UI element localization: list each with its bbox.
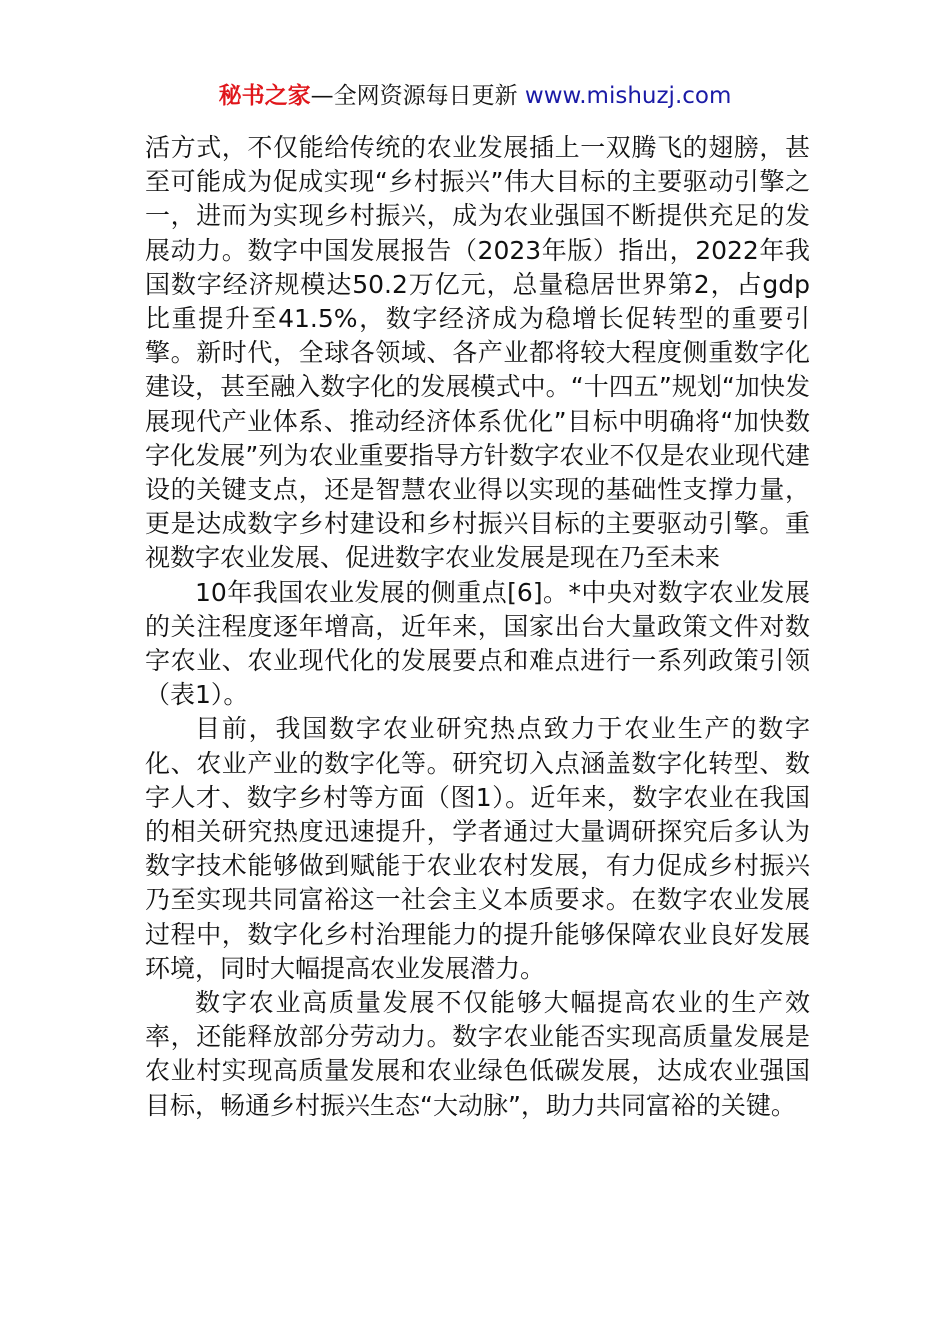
paragraph-4: 数字农业高质量发展不仅能够大幅提高农业的生产效率，还能释放部分劳动力。数字农业能否实现高质量发展是农业村实现高质量发展和农业绿色低碳发展，达成农业强国目标，畅通乡村振兴生态“大动脉”，助力共同富裕的关键。 [145, 988, 810, 1120]
paragraph-3: 目前，我国数字农业研究热点致力于农业生产的数字化、农业产业的数字化等。研究切入点涵盖数字化转型、数字人才、数字乡村等方面（图1）。近年来，数字农业在我国的相关研究热度迅速提升，学者通过大量调研探究后多认为数字技术能够做到赋能于农业农村发展，有力促成乡村振兴乃至实现共同富裕这一社会主义本质要求。在数字农业发展过程中，数字化乡村治理能力的提升能够保障农业良好发展环境，同时大幅提高农业发展潜力。 [145, 714, 810, 983]
document-body [145, 131, 810, 1123]
site-tagline: —全网资源每日更新 [310, 83, 525, 109]
site-brand: 秘书之家 [218, 83, 311, 109]
site-header [0, 80, 950, 112]
site-url-link[interactable]: www.mishuzj.com [524, 83, 732, 109]
paragraph-1: 活方式，不仅能给传统的农业发展插上一双腾飞的翅膀，甚至可能成为促成实现“乡村振兴”伟大目标的主要驱动引擎之一，进而为实现乡村振兴，成为农业强国不断提供充足的发展动力。数字中国发展报告（2023年版）指出，2022年我国数字经济规模达50.2万亿元，总量稳居世界第2，占gdp比重提升至41.5%，数字经济成为稳增长促转型的重要引擎。新时代，全球各领域、各产业都将较大程度侧重数字化建设，甚至融入数字化的发展模式中。“十四五”规划“加快发展现代产业体系、推动经济体系优化”目标中明确将“加快数字化发展”列为农业重要指导方针数字农业不仅是农业现代建设的关键支点，还是智慧农业得以实现的基础性支撑力量，更是达成数字乡村建设和乡村振兴目标的主要驱动引擎。重视数字农业发展、促进数字农业发展是现在乃至未来 [145, 133, 810, 573]
paragraph-2: 10年我国农业发展的侧重点[6]。*中央对数字农业发展的关注程度逐年增高，近年来，国家出台大量政策文件对数字农业、农业现代化的发展要点和难点进行一系列政策引领（表1）。 [145, 577, 810, 710]
